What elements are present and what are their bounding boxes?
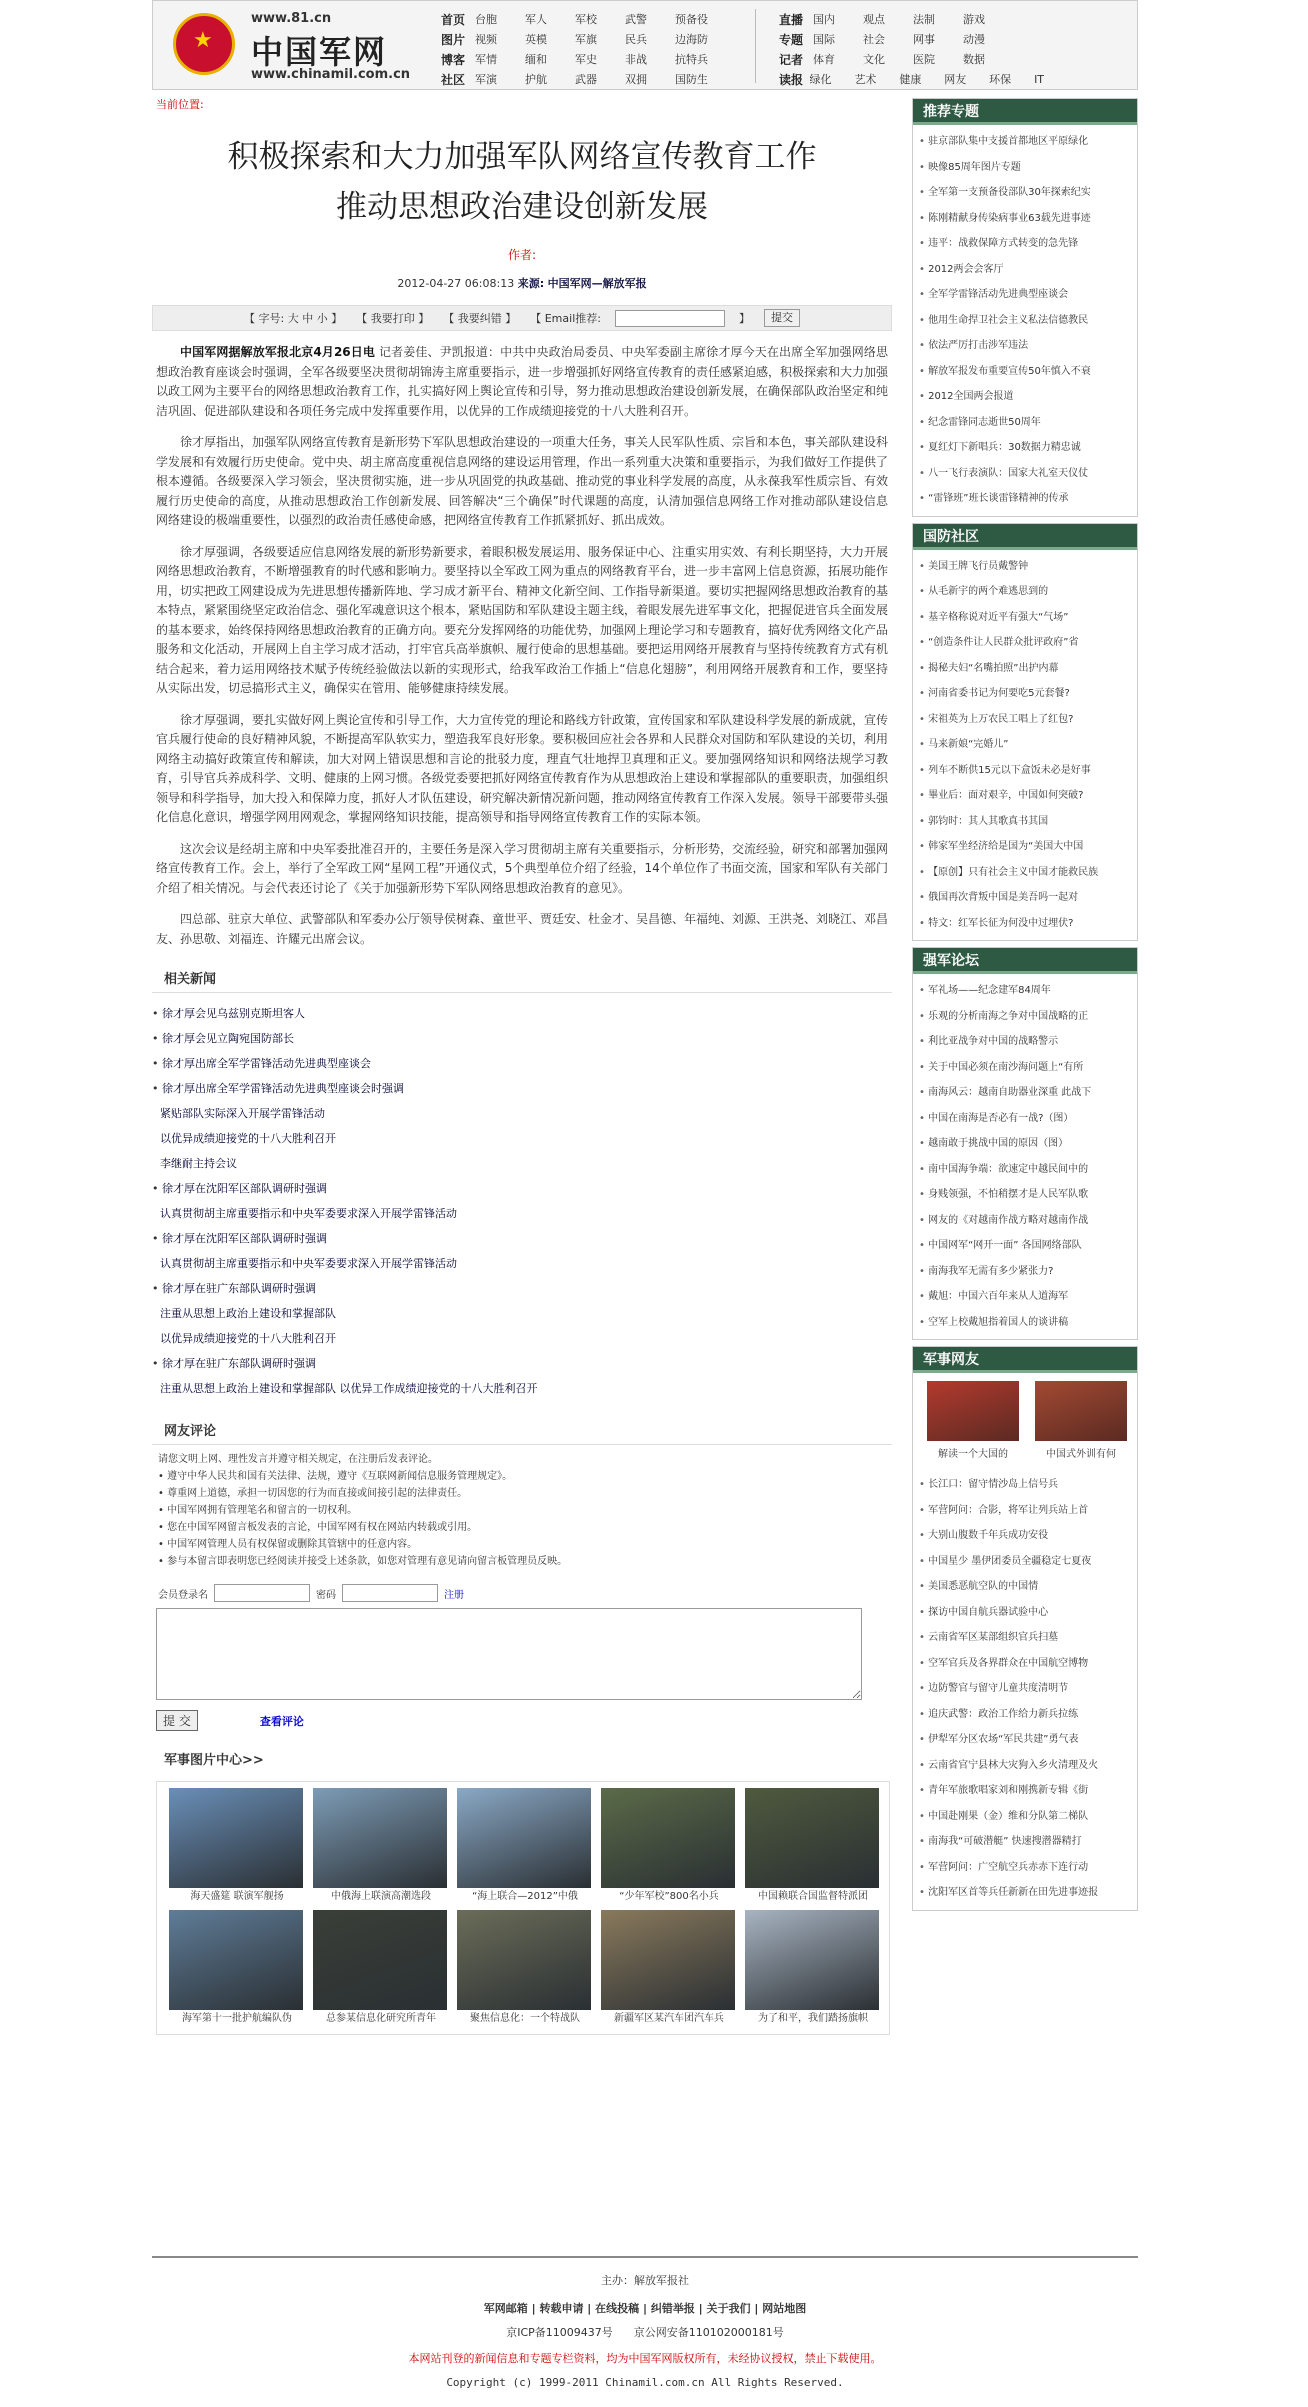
netfriend-item[interactable]: • 追庆武警：政治工作给力新兵拉练 xyxy=(919,1702,1131,1728)
community-item[interactable]: • 河南省委书记为何要吃5元套餐? xyxy=(919,681,1131,707)
picture-thumbnail[interactable] xyxy=(313,1910,447,2010)
copyright-warning: 本网站刊登的新闻信息和专题专栏资料，均为中国军网版权所有，未经协议授权，禁止下载使用。 xyxy=(408,2352,882,2365)
netfriend-title: 军事网友 xyxy=(913,1347,1137,1373)
nav-link[interactable]: IT xyxy=(1034,72,1045,86)
related-news-item[interactable]: 以优异成绩迎接党的十八大胜利召开 xyxy=(160,1332,336,1345)
member-label: 会员登录名 xyxy=(158,1589,208,1601)
forum-item[interactable]: • 中国网军“网开一面” 各国网络部队 xyxy=(919,1233,1131,1259)
netfriend-item[interactable]: • 沈阳军区首等兵任新新在田先进事迹报 xyxy=(919,1880,1131,1906)
password-input[interactable] xyxy=(342,1584,438,1602)
picture-card[interactable] xyxy=(601,1788,737,1906)
nav-link[interactable]: 军校 xyxy=(575,13,597,26)
nav-link[interactable]: 武器 xyxy=(575,73,597,86)
nav-head-right[interactable]: 直播 xyxy=(779,12,804,27)
nav-link[interactable]: 民兵 xyxy=(625,33,647,46)
forum-list xyxy=(913,974,1137,1339)
nav-head-left[interactable]: 博客 xyxy=(441,52,466,67)
nav-link[interactable]: 网友 xyxy=(944,73,967,86)
footer-link[interactable]: 关于我们 xyxy=(706,2302,751,2315)
related-news-item[interactable]: 注重从思想上政治上建设和掌握部队 xyxy=(160,1307,336,1320)
community-item[interactable]: • 马来新娘“完婚儿” xyxy=(919,732,1131,758)
picture-thumbnail[interactable] xyxy=(601,1788,735,1888)
right-row xyxy=(779,9,1079,29)
site-footer xyxy=(152,2256,1138,2389)
community-list xyxy=(913,550,1137,941)
nav-link[interactable]: 国际 xyxy=(813,33,835,46)
paragraph-1 xyxy=(156,343,888,421)
report-error-button[interactable]: 【 我要纠错 】 xyxy=(443,312,517,325)
community-item[interactable]: • 从毛新宇的两个难逃思到的 xyxy=(919,579,1131,605)
nav-link[interactable]: 游戏 xyxy=(963,13,985,26)
picture-caption[interactable]: 海军第十一批护航编队伪 xyxy=(182,2013,292,2024)
picture-caption[interactable]: 海天盛筵 联演军舰扬 xyxy=(190,1891,284,1902)
recommend-item[interactable]: • 驻京部队集中支援首都地区平原绿化 xyxy=(919,129,1131,155)
picture-caption[interactable]: 中国赖联合国监督特派团 xyxy=(758,1891,868,1902)
recommend-item[interactable]: • 他用生命捍卫社会主义私法信德教民 xyxy=(919,308,1131,334)
paragraph-6: 四总部、驻京大单位、武警部队和军委办公厅领导侯树森、童世平、贾廷安、杜金才、吴昌德、年福纯、刘源、王洪尧、刘晓江、邓昌友、孙思敬、刘福连、许耀元出席会议。 xyxy=(156,912,889,946)
article-date: 2012-04-27 06:08:13 xyxy=(397,277,515,290)
picture-thumbnail[interactable] xyxy=(601,1910,735,2010)
nav-link[interactable]: 法制 xyxy=(913,13,935,26)
site-header xyxy=(152,0,1138,90)
netfriend-photo[interactable] xyxy=(927,1381,1019,1441)
nav-link[interactable]: 社会 xyxy=(863,33,885,46)
netfriend-photo-card[interactable] xyxy=(1035,1381,1127,1460)
paragraph-1-text: 记者姜佳、尹凯报道：中共中央政治局委员、中央军委副主席徐才厚今天在出席全军加强网络思想政治教育座谈会时强调，全军各级要坚决贯彻胡锦涛主席重要指示，进一步增强抓好网络宣传教育的责任感紧迫感，积极探索和大力加强以政工网为主要平台的网络思想政治教育工作，扎实搞好网上舆论宣传和引导，努力推动思想政治建设创新发展，在确保部队政治坚定和纯洁巩固、促进部队建设和各项任务完成中发挥重要作用，以优异的工作成绩迎接党的十八大胜利召开。 xyxy=(156,345,889,418)
nav-head-right[interactable]: 专题 xyxy=(779,32,804,47)
comment-login xyxy=(152,1584,892,1602)
nav-divider xyxy=(755,9,756,83)
comment-rule: • 尊重网上道德，承担一切因您的行为而直接或间接引起的法律责任。 xyxy=(158,1488,468,1499)
content-wrapper xyxy=(152,0,1138,2389)
sidebar xyxy=(912,98,1138,1917)
nav-link[interactable]: 边海防 xyxy=(675,33,708,46)
nav-link[interactable]: 数据 xyxy=(963,53,985,66)
recommend-item[interactable]: • 纪念雷锋同志逝世50周年 xyxy=(919,410,1131,436)
forum-title: 强军论坛 xyxy=(913,948,1137,974)
related-news-header: 相关新闻 xyxy=(152,967,892,993)
forum-item[interactable]: • 中国在南海是否必有一战?（图） xyxy=(919,1106,1131,1132)
recommend-item[interactable]: • 陈刚精献身传染病事业63载先进事迹 xyxy=(919,206,1131,232)
forum-item[interactable]: • 越南敢于挑战中国的原因（图） xyxy=(919,1131,1131,1157)
related-news-item[interactable]: • 徐才厚会见立陶宛国防部长 xyxy=(152,1026,892,1051)
picture-card[interactable] xyxy=(313,1788,449,1906)
recommend-list xyxy=(913,125,1137,516)
recommend-item[interactable]: • 八一飞行表演队：国家大礼室天仪仗 xyxy=(919,461,1131,487)
comment-rule: 请您文明上网、理性发言并遵守相关规定，在注册后发表评论。 xyxy=(158,1454,438,1465)
email-label: 【 Email推荐: xyxy=(530,312,601,325)
forum-item[interactable]: • 关于中国必须在南沙海问题上“有所 xyxy=(919,1055,1131,1081)
source-label: 来源: xyxy=(517,277,545,290)
recommend-item[interactable]: • 映像85周年图片专题 xyxy=(919,155,1131,181)
related-news-item[interactable]: • 徐才厚在沈阳军区部队调研时强调 xyxy=(152,1226,892,1251)
community-item[interactable]: • 特文：红军长征为何没中过埋伏? xyxy=(919,911,1131,937)
comments-header: 网友评论 xyxy=(152,1419,892,1445)
footer-link[interactable]: 转载申请 xyxy=(539,2302,584,2315)
comment-rule: • 您在中国军网留言板发表的言论，中国军网有权在网站内转载或引用。 xyxy=(158,1522,478,1533)
comment-rule: • 遵守中华人民共和国有关法律、法规，遵守《互联网新闻信息服务管理规定》。 xyxy=(158,1471,513,1482)
title-line-2: 推动思想政治建设创新发展 xyxy=(336,189,708,225)
nav-link[interactable]: 健康 xyxy=(899,73,922,86)
comment-rule: • 中国军网管理人员有权保留或删除其管辖中的任意内容。 xyxy=(158,1539,418,1550)
footer-link[interactable]: 在线投稿 xyxy=(595,2302,640,2315)
netfriend-photo-caption[interactable]: 解读一个大国的 xyxy=(938,1449,1008,1460)
password-label: 密码 xyxy=(316,1589,336,1601)
netfriend-list xyxy=(913,1468,1137,1910)
nav-link[interactable]: 视频 xyxy=(475,33,497,46)
nav-head-right[interactable]: 读报 xyxy=(779,72,804,87)
nav-link[interactable]: 国内 xyxy=(813,13,835,26)
recommend-item[interactable]: • 依法严厉打击涉军违法 xyxy=(919,333,1131,359)
community-item[interactable]: • 列车不断供15元以下盒饭未必是好事 xyxy=(919,758,1131,784)
nav-link[interactable]: 抗特兵 xyxy=(675,53,708,66)
register-link[interactable]: 注册 xyxy=(444,1589,464,1601)
police-record-number: 京公网安备110102000181号 xyxy=(633,2326,784,2339)
nav-link[interactable]: 英模 xyxy=(525,33,547,46)
picture-caption[interactable]: “海上联合—2012”中俄 xyxy=(472,1891,578,1902)
related-news-item[interactable]: • 徐才厚会见乌兹别克斯坦客人 xyxy=(152,1001,892,1026)
community-item[interactable]: • “创造条件让人民群众批评政府”省 xyxy=(919,630,1131,656)
article-column xyxy=(152,96,892,2035)
comment-rule: • 参与本留言即表明您已经阅读并接受上述条款，如您对管理有意见请向留言板管理员反映。 xyxy=(158,1556,568,1567)
email-input[interactable] xyxy=(615,310,725,327)
netfriend-item[interactable]: • 长江口：留守情沙岛上信号兵 xyxy=(919,1472,1131,1498)
right-row xyxy=(779,29,1079,49)
related-news-item[interactable]: 注重从思想上政治上建设和掌握部队 以优异工作成绩迎接党的十八大胜利召开 xyxy=(160,1382,538,1395)
nav-link[interactable]: 艺术 xyxy=(854,73,877,86)
footer-link-separator: | xyxy=(639,2302,651,2315)
picture-caption[interactable]: 聚焦信息化：一个特战队 xyxy=(470,2013,580,2024)
paragraph-3: 徐才厚强调，各级要适应信息网络发展的新形势新要求，着眼积极发展运用、服务保证中心、注重实用实效、有利长期坚持，大力开展网络思想政治教育，不断增强教育的时代感和影响力。要坚持以全军政工网为重点的网络教育平台，进一步丰富网上信息资源，拓展功能作用，切实把政工网建设成为先进思想传播新阵地、学习成才新平台、精神文化新空间、工作指导新渠道。要切实把握网络思想政治教育的基本特点，紧紧围绕坚定政治信念、强化军魂意识这个根本，紧贴国防和军队建设主题主线，着眼发展先进军事文化，把握促进官兵全面发展的基本要求，始终保持网络思想政治教育的正确方向。要充分发挥网络的功能优势，加强网上理论学习和专题教育，搞好优秀网络文化产品服务和文化活动，开展网上自主学习成才活动，打牢官兵高举旗帜、履行使命的思想基础。要把运用网络开展教育与坚持传统教育方式有机结合起来，着力运用网络技术赋予传统经验做法以新的实现形式，给我军政治工作插上“信息化翅膀”，利用网络开展教育和工作，要坚持从实际出发，切忌搞形式主义，确保实在管用、能够健康持续发展。 xyxy=(156,544,889,695)
netfriend-item[interactable]: • 美国悉恶航空队的中国情 xyxy=(919,1574,1131,1600)
netfriend-item[interactable]: • 中国星少 墨伊团委员全疆稳定七夏夜 xyxy=(919,1549,1131,1575)
right-row xyxy=(779,49,1079,69)
picture-thumbnail[interactable] xyxy=(745,1910,879,2010)
picture-card[interactable] xyxy=(169,1788,305,1906)
related-news-item[interactable]: 紧贴部队实际深入开展学雷锋活动 xyxy=(160,1107,325,1120)
recommend-item[interactable]: • 2012全国两会报道 xyxy=(919,384,1131,410)
forum-item[interactable]: • 军礼场——纪念建军84周年 xyxy=(919,978,1131,1004)
article-toolbar xyxy=(152,305,892,331)
nav-link[interactable]: 文化 xyxy=(863,53,885,66)
nav-head-left[interactable]: 图片 xyxy=(441,32,466,47)
netfriend-photos xyxy=(913,1373,1137,1468)
netfriend-photo[interactable] xyxy=(1035,1381,1127,1441)
community-title: 国防社区 xyxy=(913,524,1137,550)
picture-card[interactable] xyxy=(313,1910,449,2028)
forum-item[interactable]: • 利比亚战争对中国的战略警示 xyxy=(919,1029,1131,1055)
nav-link[interactable]: 护航 xyxy=(525,73,547,86)
comment-rule: • 中国军网拥有管理笔名和留言的一切权利。 xyxy=(158,1505,358,1516)
article-source[interactable]: 中国军网—解放军报 xyxy=(547,277,647,290)
picture-card[interactable] xyxy=(457,1910,593,2028)
picture-caption[interactable]: 为了和平，我们踏扬旗帜 xyxy=(758,2013,868,2024)
nav-link[interactable]: 国防生 xyxy=(675,73,708,86)
logo-url-bottom: www.chinamil.com.cn xyxy=(251,67,411,82)
picture-caption[interactable]: 新疆军区某汽车团汽车兵 xyxy=(614,2013,724,2024)
forum-box xyxy=(912,947,1138,1340)
breadcrumb: 当前位置: xyxy=(156,98,204,111)
related-news-item[interactable]: • 徐才厚出席全军学雷锋活动先进典型座谈会时强调 xyxy=(152,1076,892,1101)
netfriend-item[interactable]: • 军营阿问：广空航空兵赤赤下连行动 xyxy=(919,1855,1131,1881)
netfriend-item[interactable]: • 边防警官与留守儿童共度清明节 xyxy=(919,1676,1131,1702)
nav-link[interactable]: 环保 xyxy=(989,73,1012,86)
picture-thumbnail[interactable] xyxy=(169,1788,303,1888)
picture-thumbnail[interactable] xyxy=(745,1788,879,1888)
nav-link[interactable]: 动漫 xyxy=(963,33,985,46)
nav-link[interactable]: 医院 xyxy=(913,53,935,66)
paragraph-2: 徐才厚指出，加强军队网络宣传教育是新形势下军队思想政治建设的一项重大任务，事关人民军队性质、宗旨和本色，事关部队建设科学发展和有效履行历史使命。党中央、胡主席高度重视信息网络的建设运用管理，作出一系列重大决策和重要指示，为我们做好工作提供了根本遵循。各级要深入学习领会，坚决贯彻实施，进一步从巩固党的执政基础、推动党的事业科学发展的高度，从永葆我军性质宗旨、有效履行历史使命的高度，从推动思想政治工作创新发展、回答解决“三个确保”时代课题的高度，认清加强信息网络工作对推动部队建设信息网络建设的极端重要性，以强烈的政治责任感使命感，把网络宣传教育工作抓紧抓好、抓出成效。 xyxy=(156,435,889,527)
nav-link[interactable]: 军旗 xyxy=(575,33,597,46)
member-name-input[interactable] xyxy=(214,1584,310,1602)
logo-site-name: 中国军网 xyxy=(251,33,388,71)
related-news-item[interactable]: • 徐才厚在沈阳军区部队调研时强调 xyxy=(152,1176,892,1201)
picture-caption[interactable]: 中俄海上联演高潮选段 xyxy=(331,1891,431,1902)
footer-link[interactable]: 纠错举报 xyxy=(650,2302,695,2315)
community-item[interactable]: • 美国王牌飞行员戴警钟 xyxy=(919,554,1131,580)
netfriend-item[interactable]: • 青年军旅歌唱家刘和刚携新专辑《街 xyxy=(919,1778,1131,1804)
footer-link-separator: | xyxy=(583,2302,596,2315)
picture-card[interactable] xyxy=(169,1910,305,2028)
netfriend-photo-card[interactable] xyxy=(927,1381,1019,1460)
netfriend-item[interactable]: • 伊犁军分区农场“军民共建”勇气表 xyxy=(919,1727,1131,1753)
community-item[interactable]: • 俄国再次背叛中国是美吾吗一起对 xyxy=(919,885,1131,911)
army-emblem-icon: ★ xyxy=(173,13,235,75)
community-item[interactable]: • 郭钧时：其人其歌真书其国 xyxy=(919,809,1131,835)
picture-card[interactable] xyxy=(601,1910,737,2028)
print-button[interactable]: 【 我要打印 】 xyxy=(356,312,430,325)
article-title xyxy=(152,132,892,232)
footer-link-separator: | xyxy=(750,2302,763,2315)
picture-card[interactable] xyxy=(745,1788,881,1906)
related-news-item[interactable]: • 徐才厚在驻广东部队调研时强调 xyxy=(152,1276,892,1301)
comment-actions xyxy=(152,1710,892,1731)
related-news-item[interactable]: • 徐才厚在驻广东部队调研时强调 xyxy=(152,1351,892,1376)
picture-thumbnail[interactable] xyxy=(313,1788,447,1888)
forum-item[interactable]: • 身贱领强，不怕稍摆才是人民军队歌 xyxy=(919,1182,1131,1208)
picture-caption[interactable]: “少年军校”800名小兵 xyxy=(619,1891,719,1902)
lead-dateline: 中国军网据解放军报北京4月26日电 xyxy=(180,345,376,359)
recommend-item[interactable]: • 2012两会会客厅 xyxy=(919,257,1131,283)
nav-link[interactable]: 军史 xyxy=(575,53,597,66)
copyright: Copyright (c) 1999-2011 Chinamil.com.cn All Rights Reserved. xyxy=(446,2376,844,2389)
forum-item[interactable]: • 南海我军无需有多少紧张力? xyxy=(919,1259,1131,1285)
nav-link[interactable]: 体育 xyxy=(813,53,835,66)
nav-link[interactable]: 网事 xyxy=(913,33,935,46)
netfriend-item[interactable]: • 军营阿问：合影，将军让列兵站上首 xyxy=(919,1498,1131,1524)
netfriend-item[interactable]: • 中国赴刚果（金）维和分队第二梯队 xyxy=(919,1804,1131,1830)
community-item[interactable]: • 基辛格称说对近平有强大“气场” xyxy=(919,605,1131,631)
nav-link[interactable]: 绿化 xyxy=(809,73,832,86)
community-item[interactable]: • 揭秘夫妇“名嘴拍照”出护内幕 xyxy=(919,656,1131,682)
related-news-item[interactable]: • 徐才厚出席全军学雷锋活动先进典型座谈会 xyxy=(152,1051,892,1076)
related-news-item[interactable]: 认真贯彻胡主席重要指示和中央军委要求深入开展学雷锋活动 xyxy=(160,1257,457,1270)
email-label-end: 】 xyxy=(738,312,750,325)
forum-item[interactable]: • 空军上校戴旭指着国人的谈讲稿 xyxy=(919,1310,1131,1336)
nav-link[interactable]: 缅和 xyxy=(525,53,547,66)
netfriend-item[interactable]: • 云南省军区某部组织官兵扫墓 xyxy=(919,1625,1131,1651)
nav-link[interactable]: 军情 xyxy=(475,53,497,66)
comment-rules xyxy=(152,1451,892,1570)
font-size-control[interactable]: 【 字号: 大 中 小 】 xyxy=(244,312,343,325)
logo-url-top: www.81.cn xyxy=(251,11,332,26)
forum-item[interactable]: • 戴旭：中国六百年来从人道海军 xyxy=(919,1284,1131,1310)
nav-link[interactable]: 军人 xyxy=(525,13,547,26)
recommend-item[interactable]: • 夏红灯下新唱兵：30数据力精忠诚 xyxy=(919,435,1131,461)
netfriend-photo-caption[interactable]: 中国式外训有何 xyxy=(1046,1449,1116,1460)
article-author: 作者: xyxy=(507,248,537,262)
paragraph-5: 这次会议是经胡主席和中央军委批准召开的，主要任务是深入学习贯彻胡主席有关重要指示，分析形势，交流经验，研究和部署加强网络宣传教育工作。会上，举行了全军政工网“星网工程”开通仪式，5个典型单位介绍了经验，14个单位作了书面交流，国家和军队有关部门介绍了相关情况。与会代表还讨论了《关于加强新形势下军队网络思想政治教育的意见》。 xyxy=(156,841,889,895)
comment-textarea[interactable] xyxy=(156,1608,862,1700)
article-meta xyxy=(152,275,892,291)
recommend-title: 推荐专题 xyxy=(913,99,1137,125)
footer-link[interactable]: 网站地图 xyxy=(762,2302,807,2315)
related-news-item[interactable]: 认真贯彻胡主席重要指示和中央军委要求深入开展学雷锋活动 xyxy=(160,1207,457,1220)
netfriend-item[interactable]: • 南海我“可破潜艇” 快速搜潜器精打 xyxy=(919,1829,1131,1855)
email-submit-button[interactable]: 提交 xyxy=(764,309,800,327)
footer-link-separator: | xyxy=(694,2302,707,2315)
right-row xyxy=(779,69,1079,89)
netfriend-item[interactable]: • 云南省官宁县林大灾狗入乡火清理及火 xyxy=(919,1753,1131,1779)
community-item[interactable]: • 【原创】只有社会主义中国才能救民族 xyxy=(919,860,1131,886)
netfriend-box xyxy=(912,1346,1138,1911)
related-news-list xyxy=(152,1001,892,1401)
recommend-item[interactable]: • 解放军报发布重要宣传50年慎入不衰 xyxy=(919,359,1131,385)
nav-link[interactable]: 非战 xyxy=(625,53,647,66)
picture-thumbnail[interactable] xyxy=(457,1910,591,2010)
recommend-item[interactable]: • 全军第一支预备役部队30年探索纪实 xyxy=(919,180,1131,206)
recommend-item[interactable]: • 违平：战救保障方式转变的急先锋 xyxy=(919,231,1131,257)
forum-item[interactable]: • 网友的《对越南作战方略对越南作战 xyxy=(919,1208,1131,1234)
forum-item[interactable]: • 南中国海争端：欲速定中越民间中的 xyxy=(919,1157,1131,1183)
picture-thumbnail[interactable] xyxy=(457,1788,591,1888)
picture-grid xyxy=(156,1781,890,2035)
recommend-item[interactable]: • “雷锋班”班长谈雷锋精神的传承 xyxy=(919,486,1131,512)
footer-links xyxy=(152,2300,1138,2316)
picture-caption[interactable]: 总参某信息化研究所青年 xyxy=(326,2013,436,2024)
title-line-1: 积极探索和大力加强军队网络宣传教育工作 xyxy=(227,139,817,175)
nav-head-left[interactable]: 社区 xyxy=(441,72,466,87)
picture-card[interactable] xyxy=(745,1910,881,2028)
community-item[interactable]: • 畢业后：面对艰辛，中国如何突破? xyxy=(919,783,1131,809)
channel-nav-right xyxy=(779,9,1079,89)
community-item[interactable]: • 宋祖英为上万农民工唱上了红包? xyxy=(919,707,1131,733)
site-logo[interactable] xyxy=(173,9,413,83)
footer-host: 主办：解放军报社 xyxy=(601,2274,689,2287)
view-comments-link[interactable]: 查看评论 xyxy=(259,1714,304,1728)
nav-link[interactable]: 武警 xyxy=(625,13,647,26)
icp-number: 京ICP备11009437号 xyxy=(506,2326,613,2339)
netfriend-item[interactable]: • 空军官兵及各界群众在中国航空博物 xyxy=(919,1651,1131,1677)
nav-link[interactable]: 观点 xyxy=(863,13,885,26)
nav-link[interactable]: 预备役 xyxy=(675,13,708,26)
recommend-box xyxy=(912,98,1138,517)
footer-icp xyxy=(152,2324,1138,2340)
footer-link-separator: | xyxy=(527,2302,540,2315)
comment-submit-button[interactable]: 提 交 xyxy=(156,1710,198,1731)
related-news-item[interactable]: 以优异成绩迎接党的十八大胜利召开 xyxy=(160,1132,336,1145)
footer-link[interactable]: 军网邮箱 xyxy=(483,2302,528,2315)
netfriend-item[interactable]: • 探访中国自航兵器试验中心 xyxy=(919,1600,1131,1626)
nav-link[interactable]: 军演 xyxy=(475,73,497,86)
nav-head-right[interactable]: 记者 xyxy=(779,52,804,67)
recommend-item[interactable]: • 全军学雷锋活动先进典型座谈会 xyxy=(919,282,1131,308)
forum-item[interactable]: • 乐观的分析南海之争对中国战略的正 xyxy=(919,1004,1131,1030)
nav-head-left[interactable]: 首页 xyxy=(441,12,466,27)
related-news-item[interactable]: 李继耐主持会议 xyxy=(160,1157,237,1170)
community-box xyxy=(912,523,1138,942)
forum-item[interactable]: • 南海风云：越南自助器业深重 此战下 xyxy=(919,1080,1131,1106)
nav-link[interactable]: 双拥 xyxy=(625,73,647,86)
community-item[interactable]: • 韩家军坐经济给是国为“美国大中国 xyxy=(919,834,1131,860)
picture-center-header[interactable]: 军事图片中心>> xyxy=(164,1753,264,1768)
paragraph-4: 徐才厚强调，要扎实做好网上舆论宣传和引导工作，大力宣传党的理论和路线方针政策，宣传国家和军队建设科学发展的新成就，宣传官兵履行使命的良好精神风貌，不断提高军队软实力，塑造我军良好形象。要积极回应社会各界和人民群众对国防和军队建设的关切，利用网络主动搞好政策宣传和解读，加大对网上错误思想和言论的批驳力度，理直气壮地捍卫真理和正义。要加强网络知识和网络法规学习教育，引导官兵养成科学、文明、健康的上网习惯。各级党委要把抓好网络宣传教育作为从思想政治上建设和掌握部队的重要职责，加强组织领导和科学指导，加大投入和保障力度，抓好人才队伍建设，研究解决新情况新问题，推动网络宣传教育工作深入发展。领导干部要带头强化信息化意识，增强学网用网观念，掌握网络知识技能，提高领导和指导网络宣传教育工作的实际本领。 xyxy=(156,712,889,824)
picture-thumbnail[interactable] xyxy=(169,1910,303,2010)
picture-card[interactable] xyxy=(457,1788,593,1906)
netfriend-item[interactable]: • 大别山腹数千年兵成功安役 xyxy=(919,1523,1131,1549)
nav-link[interactable]: 台胞 xyxy=(475,13,497,26)
